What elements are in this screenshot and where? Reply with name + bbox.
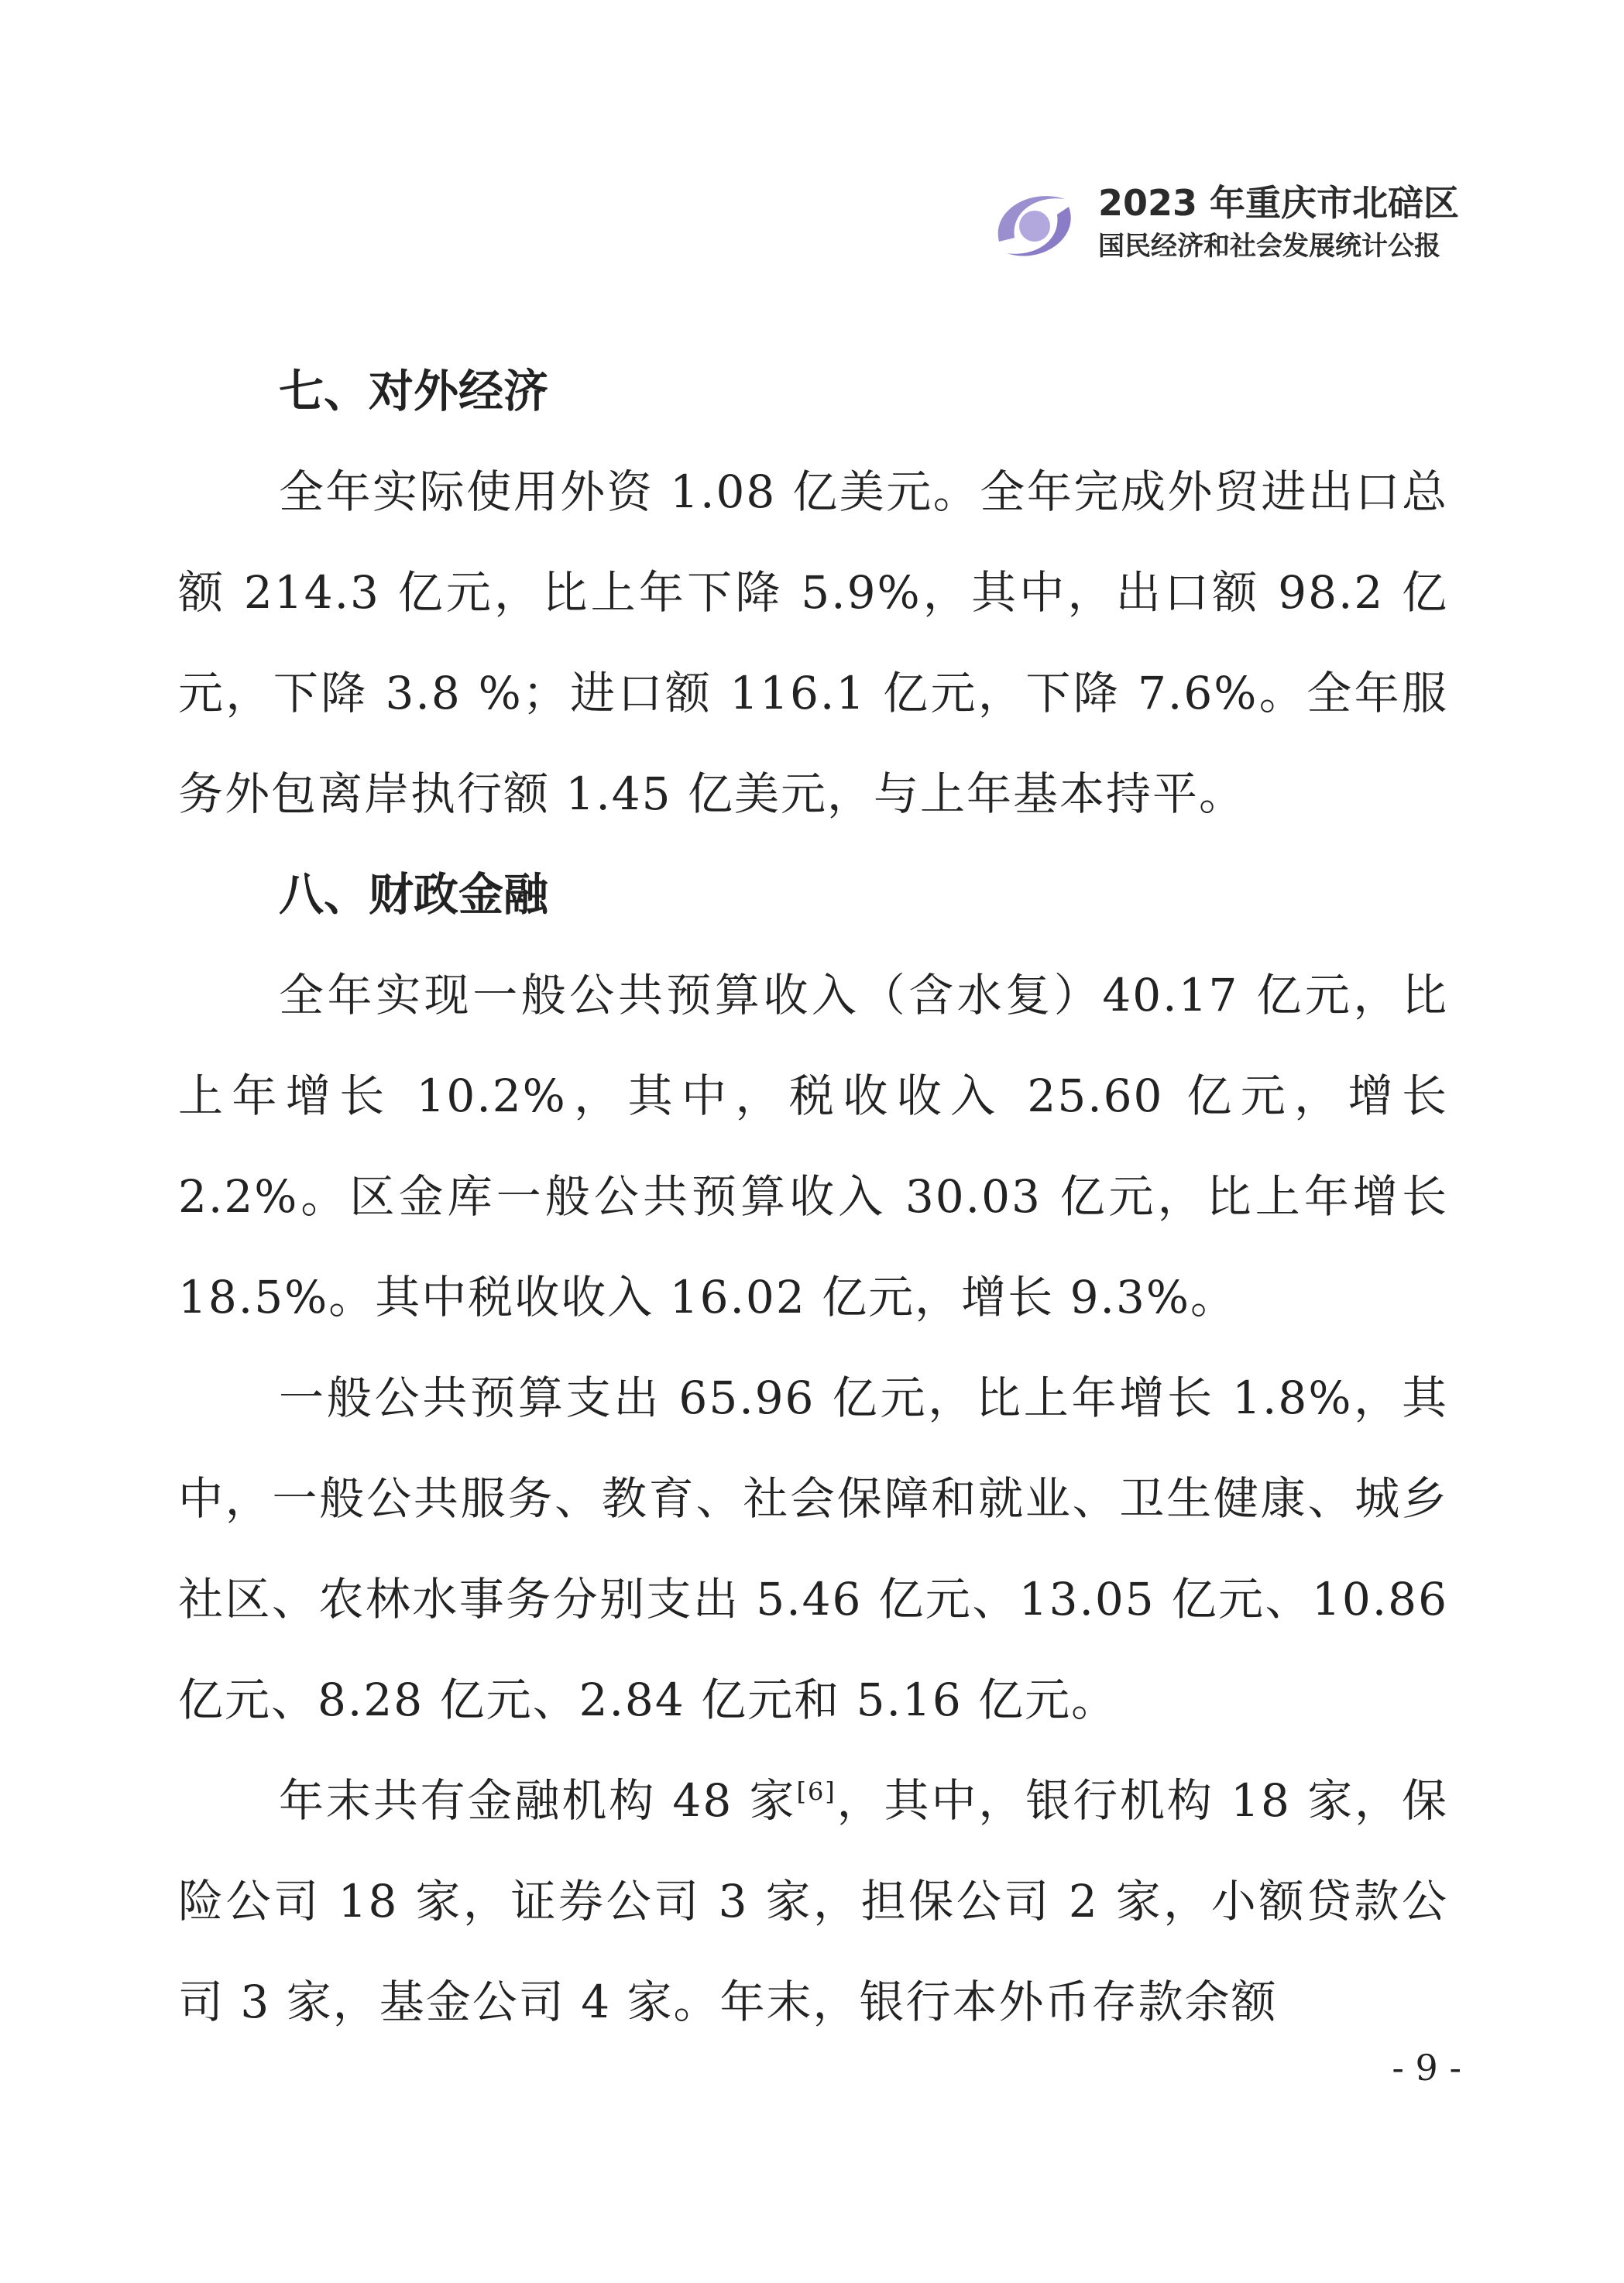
paragraph-foreign-economy: 全年实际使用外资 1.08 亿美元。全年完成外贸进出口总额 214.3 亿元，比上年下降 5.9%，其中，出口额 98.2 亿元，下降 3.8 %；进口额 116.1 亿元，下降 7.6%。全年服务外包离岸执行额 1.45 亿美元，与上年基本持平。: [178, 465, 1448, 820]
page-content: [178, 341, 1448, 2052]
institutions-text-end: ，其中，银行机构 18 家，保险公司 18 家，证券公司 3 家，担保公司 2 家，小额贷款公司 3 家，基金公司 4 家。年末，银行本外币存款余额: [178, 1774, 1448, 2028]
report-subtitle: 国民经济和社会发展统计公报: [1098, 231, 1440, 262]
footnote-ref[interactable]: [6]: [796, 1777, 836, 1807]
institutions-text-start: 年末共有金融机构 48 家: [279, 1774, 797, 1827]
bulletin-logo-icon: [984, 180, 1084, 271]
section-heading-foreign-economy: 七、对外经济: [279, 365, 549, 417]
page-number: - 9 -: [1392, 2047, 1461, 2089]
report-title: 2023 年重庆市北碚区: [1098, 182, 1460, 224]
section-heading-finance: 八、财政金融: [279, 868, 549, 921]
paragraph-budget-revenue: 全年实现一般公共预算收入（含水复）40.17 亿元，比上年增长 10.2%，其中，税收收入 25.60 亿元，增长 2.2%。区金库一般公共预算收入 30.03 亿元，比上年增长 18.5%。其中税收收入 16.02 亿元，增长 9.3%。: [178, 969, 1448, 1323]
paragraph-budget-expenditure: 一般公共预算支出 65.96 亿元，比上年增长 1.8%，其中，一般公共服务、教育、社会保障和就业、卫生健康、城乡社区、农林水事务分别支出 5.46 亿元、13.05 亿元、10.86 亿元、8.28 亿元、2.84 亿元和 5.16 亿元。: [178, 1372, 1448, 1726]
page-header: [984, 180, 1479, 273]
paragraph-financial-institutions: [178, 1750, 1448, 2052]
